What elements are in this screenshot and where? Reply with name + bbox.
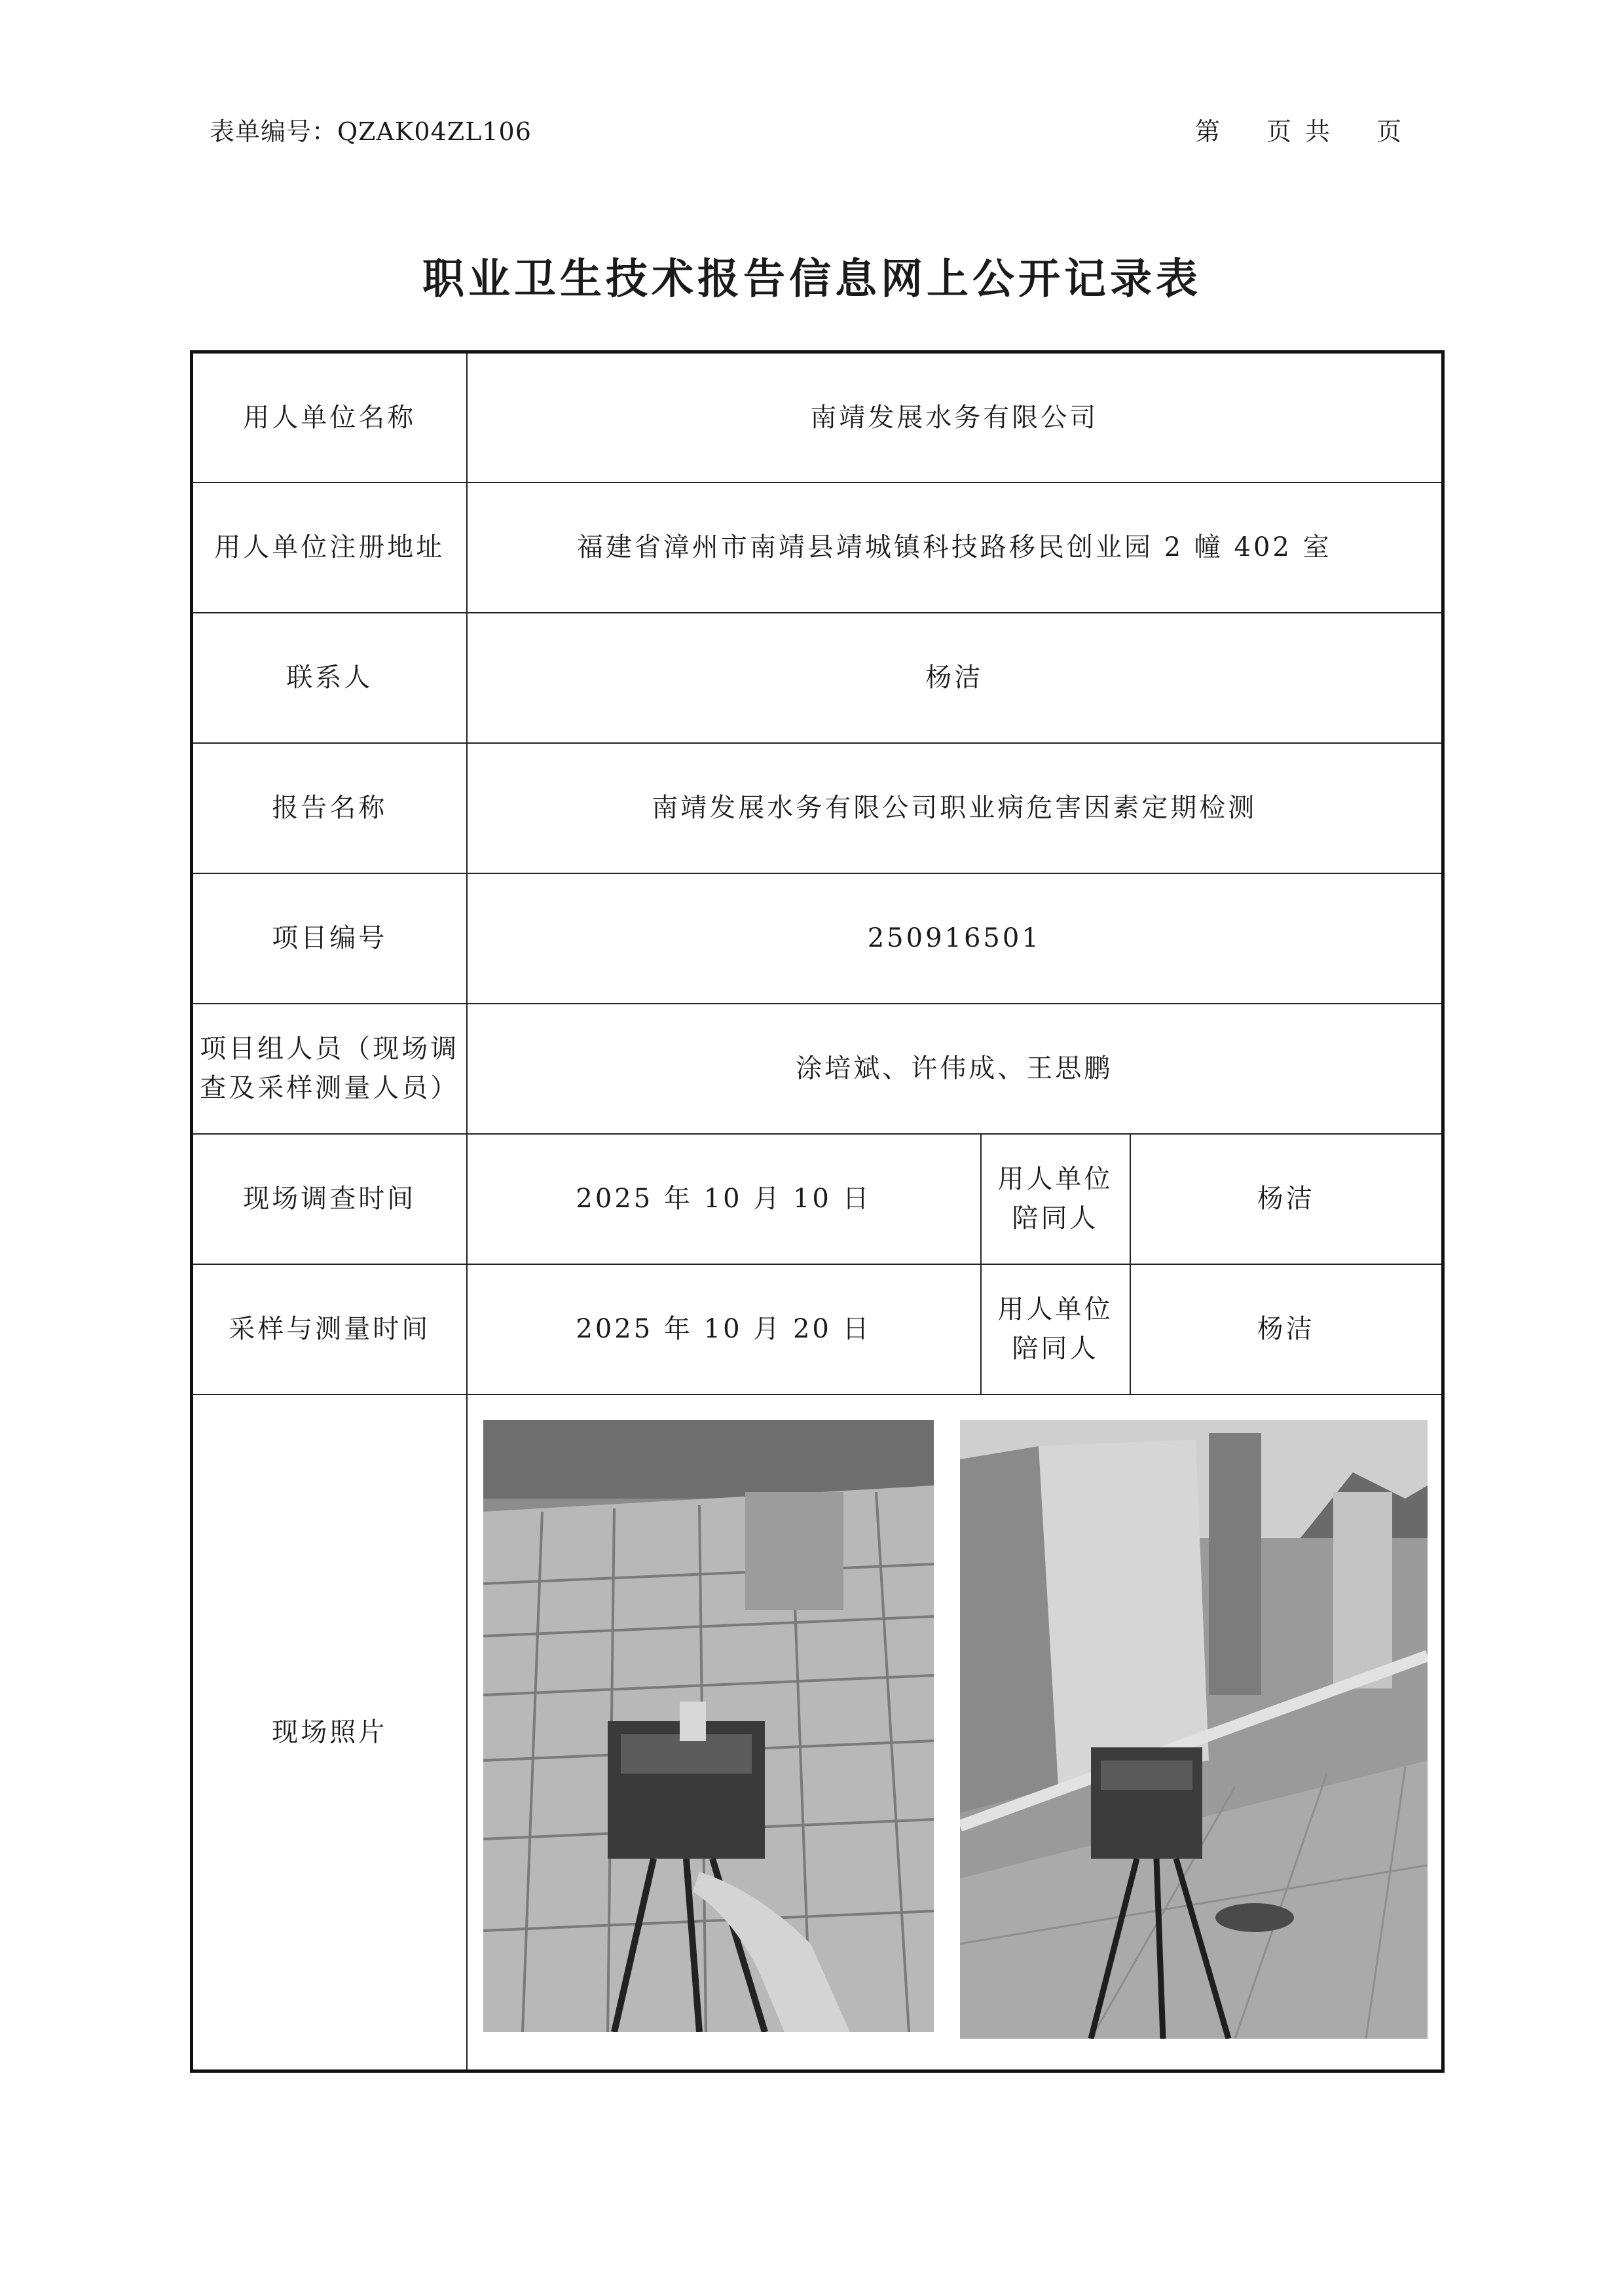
record-table bbox=[190, 350, 1445, 2073]
label-survey-escort-line2: 陪同人 bbox=[1012, 1203, 1099, 1233]
row-project-no bbox=[192, 873, 1443, 1004]
row-sampling-time bbox=[192, 1264, 1443, 1394]
label-employer-name: 用人单位名称 bbox=[192, 352, 467, 483]
label-project-no: 项目编号 bbox=[192, 873, 467, 1004]
label-sampling-escort bbox=[981, 1264, 1130, 1394]
label-sampling-escort-line2: 陪同人 bbox=[1012, 1334, 1099, 1364]
row-report-name bbox=[192, 743, 1443, 873]
value-survey-escort: 杨洁 bbox=[1130, 1134, 1443, 1264]
page-ye: 页 bbox=[1266, 117, 1293, 146]
form-number: 表单编号：QZAK04ZL106 bbox=[210, 117, 532, 146]
site-photo-2 bbox=[960, 1420, 1428, 2039]
row-survey-time bbox=[192, 1134, 1443, 1264]
value-project-no: 250916501 bbox=[467, 873, 1443, 1004]
label-team bbox=[192, 1004, 467, 1134]
row-photos bbox=[192, 1394, 1443, 2071]
value-sampling-time: 2025 年 10 月 20 日 bbox=[467, 1264, 981, 1394]
row-employer-name bbox=[192, 352, 1443, 483]
row-team bbox=[192, 1004, 1443, 1134]
page-ye-total: 页 bbox=[1376, 117, 1403, 146]
label-contact: 联系人 bbox=[192, 613, 467, 743]
label-photos: 现场照片 bbox=[192, 1394, 467, 2071]
label-employer-address: 用人单位注册地址 bbox=[192, 483, 467, 613]
photos-cell bbox=[467, 1394, 1443, 2071]
site-photo-1-image bbox=[483, 1420, 934, 2032]
page-gong: 共 bbox=[1305, 117, 1331, 146]
page-di: 第 bbox=[1195, 117, 1221, 146]
label-survey-escort bbox=[981, 1134, 1130, 1264]
value-survey-time: 2025 年 10 月 10 日 bbox=[467, 1134, 981, 1264]
label-team-line1: 项目组人员（现场调 bbox=[200, 1034, 460, 1064]
label-sampling-time: 采样与测量时间 bbox=[192, 1264, 467, 1394]
row-employer-address bbox=[192, 483, 1443, 613]
photos-container bbox=[468, 1395, 1442, 2069]
value-sampling-escort: 杨洁 bbox=[1130, 1264, 1443, 1394]
label-report-name: 报告名称 bbox=[192, 743, 467, 873]
label-sampling-escort-line1: 用人单位 bbox=[997, 1294, 1113, 1324]
value-employer-address: 福建省漳州市南靖县靖城镇科技路移民创业园 2 幢 402 室 bbox=[467, 483, 1443, 613]
page-title: 职业卫生技术报告信息网上公开记录表 bbox=[422, 255, 1202, 304]
value-team: 涂培斌、许伟成、王思鹏 bbox=[467, 1004, 1443, 1134]
value-employer-name: 南靖发展水务有限公司 bbox=[467, 352, 1443, 483]
page-counter bbox=[1195, 111, 1402, 147]
label-survey-time: 现场调查时间 bbox=[192, 1134, 467, 1264]
value-report-name: 南靖发展水务有限公司职业病危害因素定期检测 bbox=[467, 743, 1443, 873]
value-contact: 杨洁 bbox=[467, 613, 1443, 743]
label-team-line2: 查及采样测量人员） bbox=[200, 1073, 460, 1103]
label-survey-escort-line1: 用人单位 bbox=[997, 1164, 1113, 1194]
row-contact bbox=[192, 613, 1443, 743]
site-photo-2-image bbox=[960, 1420, 1428, 2039]
site-photo-1 bbox=[483, 1420, 934, 2032]
